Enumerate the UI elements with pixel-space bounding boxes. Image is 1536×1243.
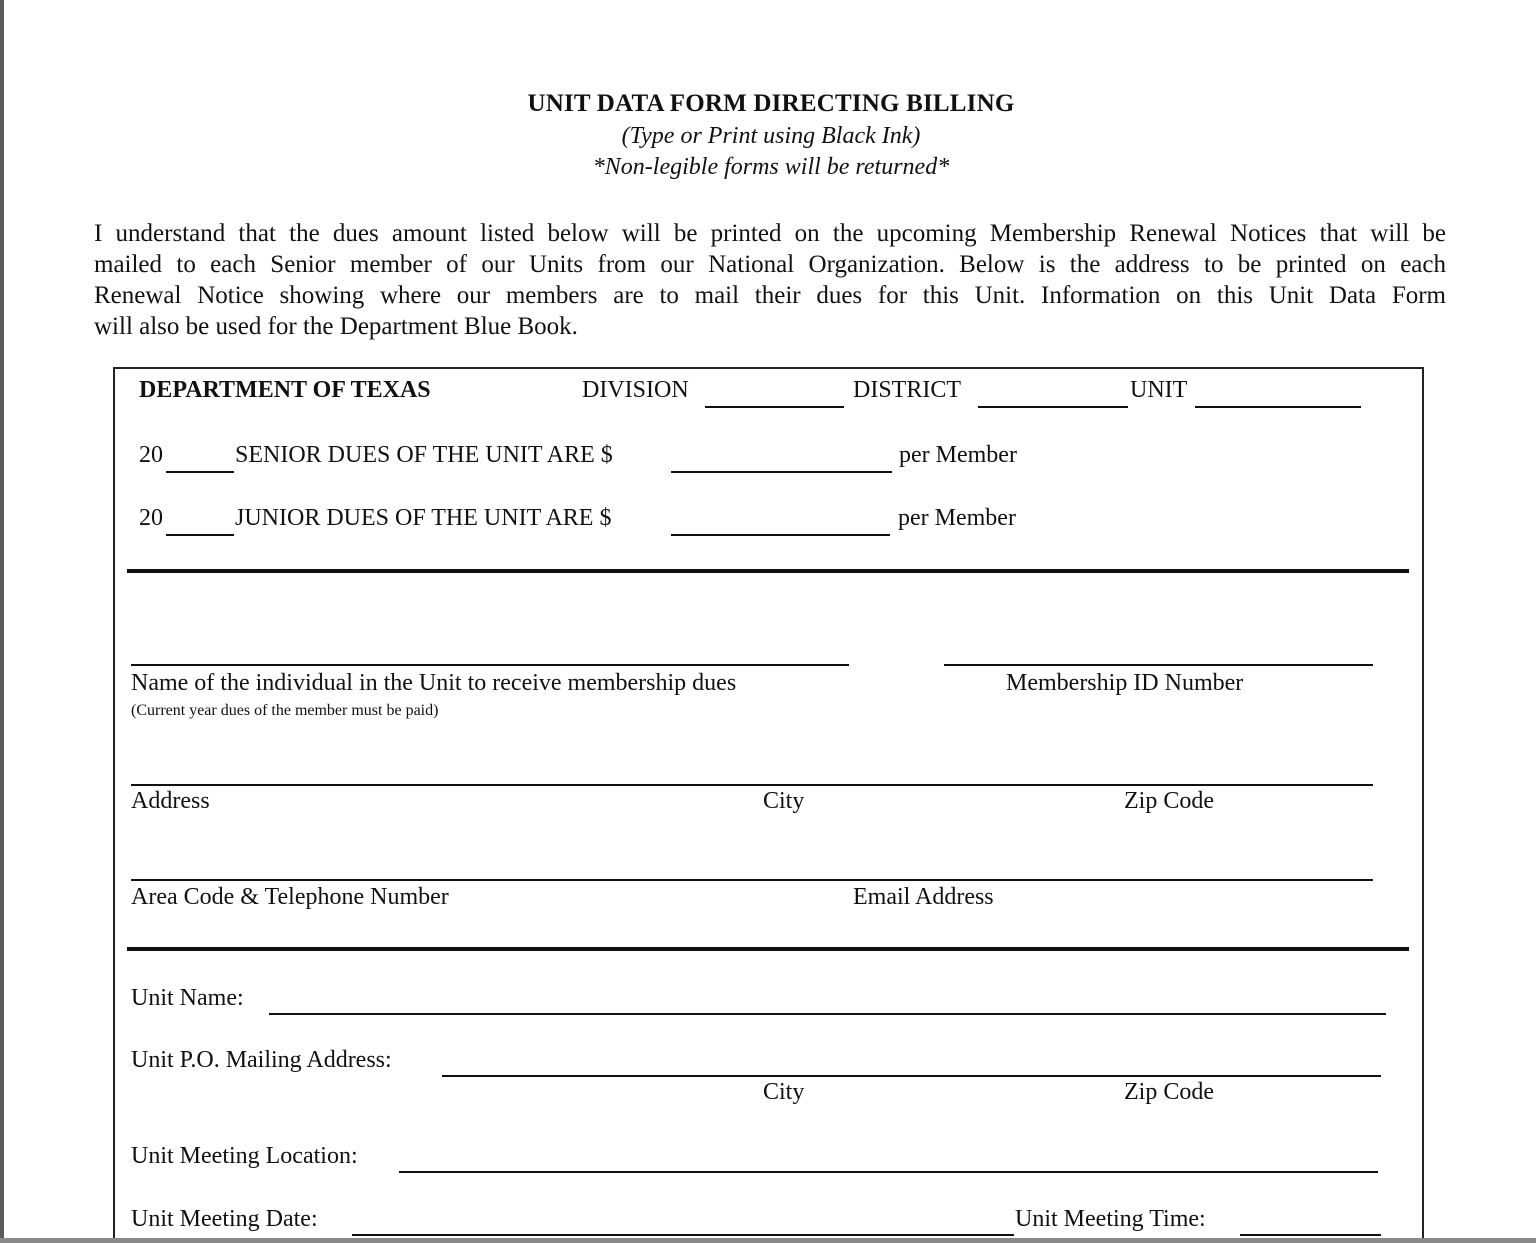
mailing-city-label: City	[763, 1079, 805, 1105]
mailing-address-field[interactable]	[442, 1042, 1381, 1077]
unit-label: UNIT	[1130, 377, 1188, 403]
meeting-location-label: Unit Meeting Location:	[131, 1143, 358, 1169]
senior-per-member: per Member	[899, 442, 1017, 468]
district-label: DISTRICT	[853, 377, 961, 403]
intro-line-3: Renewal Notice showing where our members are to mail their dues for this Unit. Information on this Unit Data Form	[94, 282, 1446, 309]
division-field[interactable]	[705, 384, 844, 408]
recipient-name-field[interactable]	[131, 630, 849, 666]
recipient-name-label: Name of the individual in the Unit to receive membership dues	[131, 670, 737, 696]
viewer-bottom-edge	[0, 1238, 1536, 1243]
junior-year-field[interactable]	[166, 512, 234, 536]
membership-id-label: Membership ID Number	[1006, 670, 1244, 696]
intro-line-4: will also be used for the Department Blue Book.	[94, 313, 578, 340]
junior-per-member: per Member	[898, 505, 1016, 531]
meeting-location-field[interactable]	[399, 1138, 1378, 1173]
junior-year-prefix: 20	[139, 505, 163, 531]
mailing-address-label: Unit P.O. Mailing Address:	[131, 1047, 392, 1073]
form-title: UNIT DATA FORM DIRECTING BILLING	[527, 90, 1015, 117]
senior-dues-label: SENIOR DUES OF THE UNIT ARE $	[235, 442, 613, 468]
address-label: Address	[131, 788, 210, 814]
division-label: DIVISION	[582, 377, 689, 403]
city-label: City	[763, 788, 805, 814]
zip-code-label: Zip Code	[1124, 788, 1214, 814]
viewer-left-edge	[0, 0, 4, 1243]
phone-label: Area Code & Telephone Number	[131, 884, 449, 910]
recipient-name-note: (Current year dues of the member must be paid)	[131, 702, 439, 719]
junior-dues-label: JUNIOR DUES OF THE UNIT ARE $	[235, 505, 612, 531]
section-divider	[127, 569, 1409, 573]
form-subtitle-ink: (Type or Print using Black Ink)	[621, 123, 921, 149]
email-label: Email Address	[853, 884, 994, 910]
meeting-date-label: Unit Meeting Date:	[131, 1206, 318, 1232]
senior-year-prefix: 20	[139, 442, 163, 468]
unit-name-field[interactable]	[269, 980, 1386, 1015]
district-field[interactable]	[978, 384, 1128, 408]
meeting-time-field[interactable]	[1240, 1202, 1381, 1236]
recipient-address-field[interactable]	[131, 750, 1373, 786]
meeting-time-label: Unit Meeting Time:	[1015, 1206, 1206, 1232]
senior-dues-amount-field[interactable]	[671, 449, 892, 473]
intro-line-2: mailed to each Senior member of our Units from our National Organization. Below is the address to be printed on each	[94, 251, 1446, 278]
department-label: DEPARTMENT OF TEXAS	[139, 377, 431, 403]
recipient-phone-email-field[interactable]	[131, 845, 1373, 881]
junior-dues-amount-field[interactable]	[671, 512, 890, 536]
senior-year-field[interactable]	[166, 449, 234, 473]
intro-line-1: I understand that the dues amount listed below will be printed on the upcoming Membership Renewal Notices that will be	[94, 220, 1446, 247]
unit-field[interactable]	[1195, 384, 1361, 408]
unit-name-label: Unit Name:	[131, 985, 244, 1011]
membership-id-field[interactable]	[944, 630, 1373, 666]
section-divider	[127, 947, 1409, 951]
form-subtitle-legibility: *Non-legible forms will be returned*	[592, 154, 950, 180]
meeting-date-field[interactable]	[352, 1202, 1014, 1236]
mailing-zip-label: Zip Code	[1124, 1079, 1214, 1105]
